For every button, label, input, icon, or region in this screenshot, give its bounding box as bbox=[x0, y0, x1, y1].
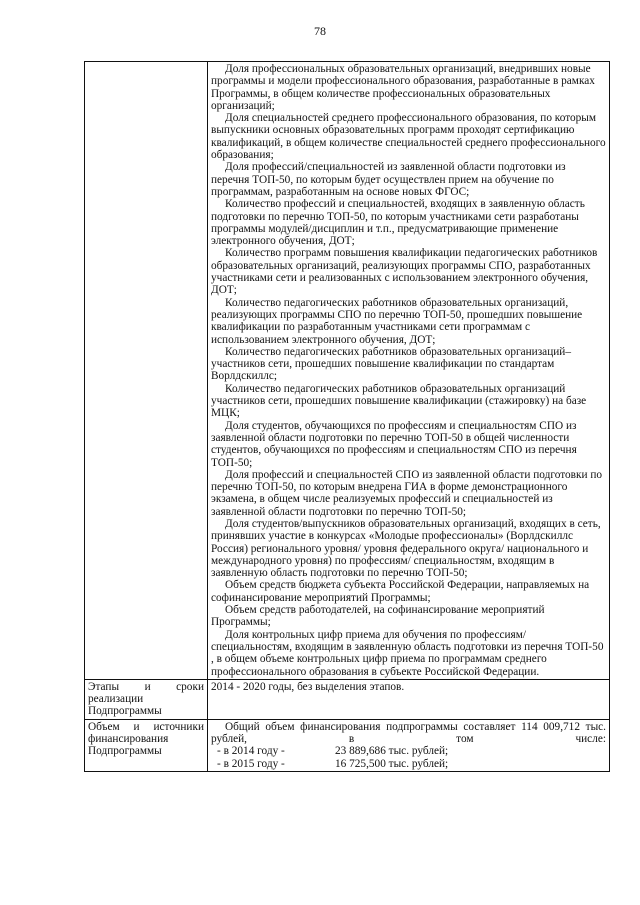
stages-content-cell bbox=[208, 679, 610, 719]
subprogram-passport-table bbox=[84, 61, 610, 772]
indicator-paragraph: Количество педагогических работников образовательных организаций участников сети, прошедших повышение квалификации (стажировку) на базе МЦК; bbox=[211, 382, 587, 420]
funding-year-label: - в 2014 году - bbox=[217, 745, 285, 758]
funding-year-line bbox=[211, 745, 606, 757]
indicator-paragraph: Доля профессий и специальностей СПО из заявленной области подготовки по перечню ТОП-50, по которым внедрена ГИА в форме демонстрационного экзамена, в общем числе реализуемых профессий и специальностей из заявленной области подготовки по перечню ТОП-50; bbox=[211, 468, 603, 518]
funding-label: Объем и источники финансирования Подпрограммы bbox=[88, 720, 204, 758]
indicator-paragraph: Количество педагогических работников образовательных организаций, реализующих программы СПО по перечню ТОП-50, прошедших повышение квалификации по разработанным участниками сети программам с использованием электронного обучения, ДОТ; bbox=[211, 296, 583, 346]
indicator-paragraph: Количество педагогических работников образовательных организаций–участников сети, прошедших повышение квалификации по стандартам Ворлдскиллс; bbox=[211, 345, 571, 383]
indicator-paragraph: Объем средств бюджета субъекта Российской Федерации, направляемых на софинансирование мероприятий Программы; bbox=[211, 579, 590, 604]
indicator-paragraph: Количество профессий и специальностей, входящих в заявленную область подготовки по перечню ТОП-50, по которым участниками сети разработаны программы модулей/дисциплин и т.п., предусматривающие применение электронного обучения, ДОТ; bbox=[211, 198, 585, 248]
funding-content-cell bbox=[208, 719, 610, 771]
indicators-row bbox=[85, 62, 610, 680]
indicator-paragraph: Доля контрольных цифр приема для обучения по профессиям/ специальностям, входящим в заявленную область подготовки из перечня ТОП-50 , в общем объеме контрольных цифр приема по программам среднего профессионального образования в субъекте Российской Федерации. bbox=[211, 628, 604, 678]
funding-year-label: - в 2015 году - bbox=[217, 757, 285, 770]
funding-year-amount: 23 889,686 тыс. рублей; bbox=[335, 745, 449, 758]
funding-years-list bbox=[211, 745, 606, 770]
indicator-paragraph: Количество программ повышения квалификации педагогических работников образовательных организаций, реализующих программы СПО, разработанных участниками сети и реализованных с использованием электронного обучения, ДОТ; bbox=[211, 247, 598, 297]
funding-year-line bbox=[211, 758, 606, 770]
indicators-content-cell bbox=[208, 62, 610, 680]
stages-label: Этапы и сроки реализации Подпрограммы bbox=[88, 680, 204, 718]
stages-value: 2014 - 2020 годы, без выделения этапов. bbox=[211, 680, 405, 693]
funding-intro: Общий объем финансирования подпрограммы составляет 114 009,712 тыс. рублей, в том числе: bbox=[211, 720, 606, 746]
stages-row bbox=[85, 679, 610, 719]
page-number: 78 bbox=[314, 24, 326, 38]
indicators-label-cell bbox=[85, 62, 208, 680]
indicator-paragraph: Доля специальностей среднего профессионального образования, по которым выпускники основных образовательных программ проходят сертификацию квалификаций, в общем количестве специальностей среднего профессионального образования; bbox=[211, 112, 606, 162]
funding-year-amount: 16 725,500 тыс. рублей; bbox=[335, 757, 449, 770]
indicators-list bbox=[211, 63, 606, 678]
indicator-paragraph: Доля профессиональных образовательных организаций, внедривших новые программы и модели профессионального образования, разработанные в рамках Программы, в общем количестве профессиональных образовательных организаций; bbox=[211, 63, 595, 112]
funding-row bbox=[85, 719, 610, 771]
funding-label-cell bbox=[85, 719, 208, 771]
indicator-paragraph: Объем средств работодателей, на софинансирование мероприятий Программы; bbox=[211, 604, 545, 629]
indicator-paragraph: Доля студентов/выпускников образовательных организаций, входящих в сеть, принявших участие в конкурсах «Молодые профессионалы» (Ворлдскиллс Россия) регионального уровня/ уровня федерального округа/ национального и международного уровня) по профессиям/ специальностям, входящим в заявленную область подготовки по перечню ТОП-50; bbox=[211, 517, 601, 580]
stages-label-cell bbox=[85, 679, 208, 719]
indicator-paragraph: Доля студентов, обучающихся по профессиям и специальностям СПО из заявленной области подготовки по перечню ТОП-50 в общей численности студентов, обучающихся по профессиям и специальностям СПО из перечня ТОП-50; bbox=[211, 419, 577, 469]
indicator-paragraph: Доля профессий/специальностей из заявленной области подготовки из перечня ТОП-50, по которым будет осуществлен прием на обучение по программам, разработанным на основе новых ФГОС; bbox=[211, 161, 566, 198]
